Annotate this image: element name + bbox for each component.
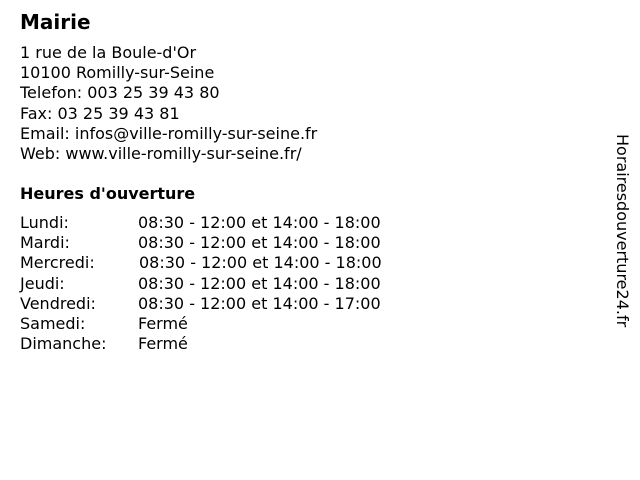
hours-heading: Heures d'ouverture xyxy=(20,184,196,203)
email-line: Email: infos@ville-romilly-sur-seine.fr xyxy=(20,123,318,143)
day-hours: 08:30 - 12:00 et 14:00 - 18:00 xyxy=(138,273,381,293)
day-label: Lundi: xyxy=(20,213,69,232)
day-hours: 08:30 - 12:00 et 14:00 - 18:00 xyxy=(138,213,381,232)
day-label: Mardi: xyxy=(20,233,70,253)
web-line: Web: www.ville-romilly-sur-seine.fr/ xyxy=(20,144,302,164)
day-label: Mercredi: xyxy=(20,253,95,273)
address-city: 10100 Romilly-sur-Seine xyxy=(20,63,215,83)
day-hours: Fermé xyxy=(138,334,188,354)
day-label: Samedi: xyxy=(20,313,86,333)
address-street: 1 rue de la Boule-d'Or xyxy=(20,43,197,62)
day-hours: 08:30 - 12:00 et 14:00 - 17:00 xyxy=(138,293,381,313)
venue-title: Mairie xyxy=(20,10,91,34)
address-block xyxy=(20,43,317,164)
day-hours: Fermé xyxy=(138,313,188,333)
day-hours: 08:30 - 12:00 et 14:00 - 18:00 xyxy=(138,233,381,253)
day-label: Dimanche: xyxy=(20,334,107,354)
day-label: Vendredi: xyxy=(20,293,96,313)
day-hours: 08:30 - 12:00 et 14:00 - 18:00 xyxy=(139,253,382,273)
site-watermark: Horairesdouverture24.fr xyxy=(613,134,632,328)
fax-line: Fax: 03 25 39 43 81 xyxy=(20,103,180,123)
day-label: Jeudi: xyxy=(20,273,65,293)
phone-line: Telefon: 003 25 39 43 80 xyxy=(20,83,220,103)
